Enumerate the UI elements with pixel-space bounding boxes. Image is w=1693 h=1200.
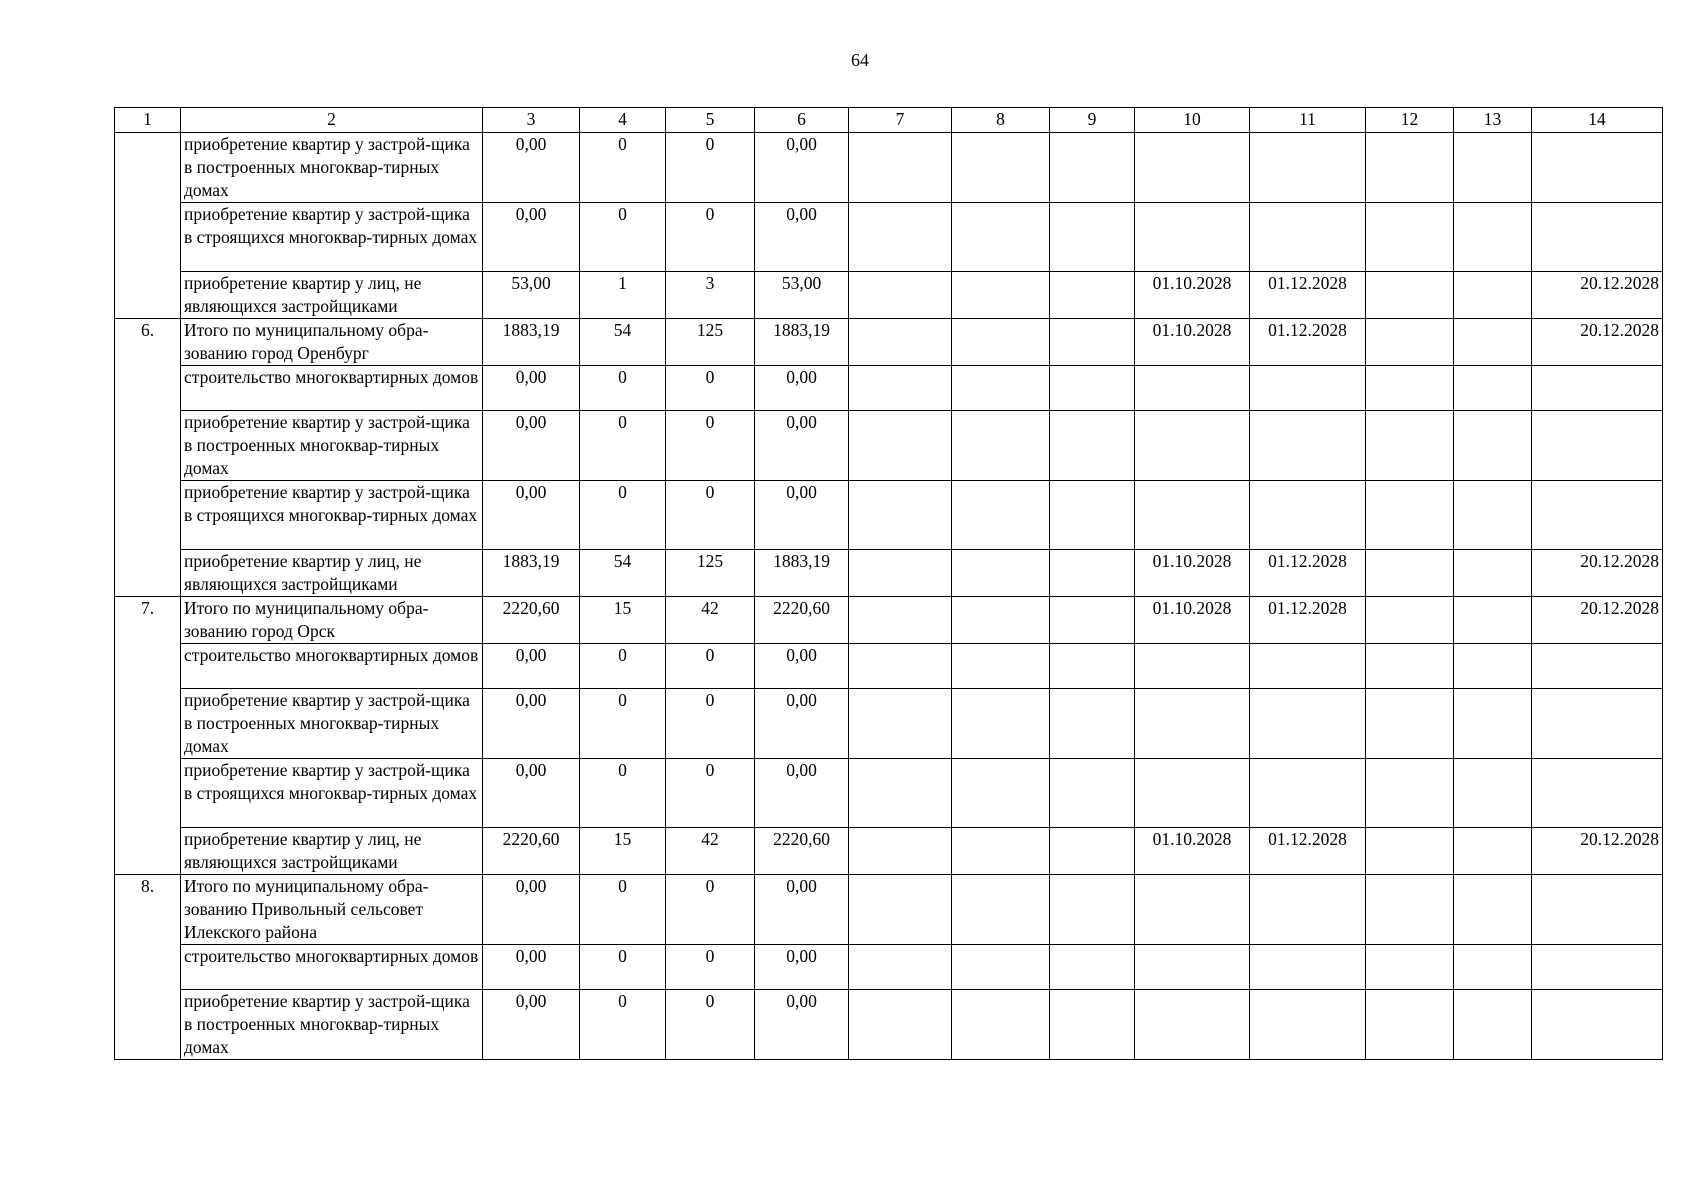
table-row [115, 990, 1663, 1060]
cell-empty [1454, 272, 1532, 319]
cell-empty [952, 990, 1050, 1060]
cell-value: 2220,60 [483, 828, 580, 875]
column-header: 7 [849, 108, 952, 133]
cell-value: 0,00 [483, 411, 580, 481]
row-number: 6. [115, 319, 181, 597]
cell-empty [1454, 689, 1532, 759]
cell-value: 0,00 [755, 689, 849, 759]
cell-value: 0,00 [755, 945, 849, 990]
cell-date: 01.10.2028 [1135, 597, 1250, 644]
cell-empty [1366, 828, 1454, 875]
cell-date: 01.12.2028 [1250, 319, 1366, 366]
cell-value: 3 [666, 272, 755, 319]
cell-empty [1366, 644, 1454, 689]
cell-empty [1366, 759, 1454, 828]
cell-empty [849, 875, 952, 945]
page-number: 64 [851, 50, 869, 70]
cell-empty [849, 319, 952, 366]
table-row [115, 828, 1663, 875]
cell-date: 20.12.2028 [1532, 319, 1663, 366]
cell-value: 54 [580, 550, 666, 597]
column-header: 14 [1532, 108, 1663, 133]
cell-empty [952, 550, 1050, 597]
column-header: 10 [1135, 108, 1250, 133]
cell-empty [849, 203, 952, 272]
table-row [115, 133, 1663, 203]
cell-value: 1883,19 [755, 319, 849, 366]
cell-value: 0,00 [755, 411, 849, 481]
cell-value: 0 [580, 990, 666, 1060]
cell-value: 42 [666, 828, 755, 875]
column-header: 9 [1050, 108, 1135, 133]
cell-value: 0 [580, 689, 666, 759]
cell-date: 20.12.2028 [1532, 828, 1663, 875]
cell-date [1532, 366, 1663, 411]
cell-date [1532, 689, 1663, 759]
cell-empty [849, 644, 952, 689]
cell-value: 0,00 [483, 990, 580, 1060]
column-header: 11 [1250, 108, 1366, 133]
cell-value: 0,00 [483, 759, 580, 828]
cell-date: 20.12.2028 [1532, 272, 1663, 319]
item-name: Итого по муниципальному обра-зованию город Оренбург [181, 319, 483, 366]
cell-empty [849, 689, 952, 759]
cell-value: 0 [666, 689, 755, 759]
cell-value: 0 [580, 945, 666, 990]
cell-empty [1050, 990, 1135, 1060]
cell-value: 0,00 [483, 481, 580, 550]
cell-empty [1454, 597, 1532, 644]
item-name: приобретение квартир у лиц, не являющихся застройщиками [181, 828, 483, 875]
cell-empty [849, 366, 952, 411]
cell-empty [1050, 689, 1135, 759]
cell-empty [952, 272, 1050, 319]
cell-date: 01.10.2028 [1135, 272, 1250, 319]
cell-value: 1883,19 [483, 550, 580, 597]
cell-empty [952, 597, 1050, 644]
cell-value: 0 [580, 759, 666, 828]
item-name: Итого по муниципальному обра-зованию Привольный сельсовет Илекского района [181, 875, 483, 945]
cell-empty [1366, 319, 1454, 366]
cell-value: 0 [666, 133, 755, 203]
cell-value: 0 [580, 875, 666, 945]
cell-empty [1366, 203, 1454, 272]
table-body [115, 133, 1663, 1060]
cell-value: 0 [666, 875, 755, 945]
cell-value: 1 [580, 272, 666, 319]
cell-empty [1454, 366, 1532, 411]
cell-date [1250, 945, 1366, 990]
cell-date [1135, 689, 1250, 759]
table-row [115, 272, 1663, 319]
column-header: 6 [755, 108, 849, 133]
cell-date [1250, 644, 1366, 689]
cell-value: 125 [666, 550, 755, 597]
cell-date: 20.12.2028 [1532, 597, 1663, 644]
cell-date [1135, 759, 1250, 828]
item-name: приобретение квартир у застрой-щика в строящихся многоквар-тирных домах [181, 481, 483, 550]
cell-value: 54 [580, 319, 666, 366]
table-row [115, 644, 1663, 689]
column-header: 13 [1454, 108, 1532, 133]
cell-empty [952, 411, 1050, 481]
table-row [115, 550, 1663, 597]
cell-empty [1050, 597, 1135, 644]
cell-value: 0 [666, 366, 755, 411]
cell-date [1135, 133, 1250, 203]
cell-value: 0,00 [755, 133, 849, 203]
cell-value: 0,00 [483, 133, 580, 203]
column-header: 4 [580, 108, 666, 133]
cell-empty [1050, 759, 1135, 828]
table-row [115, 481, 1663, 550]
cell-value: 0,00 [483, 689, 580, 759]
cell-date: 01.12.2028 [1250, 597, 1366, 644]
cell-value: 0,00 [755, 759, 849, 828]
cell-value: 53,00 [483, 272, 580, 319]
cell-empty [1050, 203, 1135, 272]
cell-value: 0,00 [483, 203, 580, 272]
cell-value: 0 [580, 203, 666, 272]
cell-value: 15 [580, 828, 666, 875]
cell-empty [952, 875, 1050, 945]
cell-empty [1454, 990, 1532, 1060]
cell-value: 42 [666, 597, 755, 644]
item-name: приобретение квартир у застрой-щика в строящихся многоквар-тирных домах [181, 203, 483, 272]
cell-value: 0 [580, 481, 666, 550]
cell-value: 125 [666, 319, 755, 366]
cell-date [1250, 366, 1366, 411]
cell-date [1532, 990, 1663, 1060]
cell-empty [1454, 481, 1532, 550]
table-row [115, 203, 1663, 272]
item-name: строительство многоквартирных домов [181, 366, 483, 411]
cell-empty [1366, 481, 1454, 550]
cell-value: 1883,19 [755, 550, 849, 597]
cell-empty [1366, 990, 1454, 1060]
item-name: приобретение квартир у лиц, не являющихся застройщиками [181, 550, 483, 597]
column-header: 12 [1366, 108, 1454, 133]
program-table [114, 107, 1663, 1060]
item-name: Итого по муниципальному обра-зованию город Орск [181, 597, 483, 644]
cell-empty [1454, 411, 1532, 481]
cell-empty [1050, 550, 1135, 597]
cell-date [1135, 945, 1250, 990]
table-row [115, 689, 1663, 759]
column-header: 5 [666, 108, 755, 133]
cell-date [1135, 481, 1250, 550]
cell-empty [1454, 203, 1532, 272]
cell-empty [952, 366, 1050, 411]
cell-value: 1883,19 [483, 319, 580, 366]
cell-empty [849, 759, 952, 828]
cell-empty [1454, 945, 1532, 990]
cell-value: 0 [666, 203, 755, 272]
cell-value: 0,00 [755, 644, 849, 689]
cell-date: 01.10.2028 [1135, 550, 1250, 597]
cell-date: 01.12.2028 [1250, 272, 1366, 319]
cell-value: 0 [580, 133, 666, 203]
cell-date: 01.10.2028 [1135, 319, 1250, 366]
item-name: приобретение квартир у застрой-щика в построенных многоквар-тирных домах [181, 990, 483, 1060]
cell-value: 0,00 [483, 366, 580, 411]
cell-empty [1050, 945, 1135, 990]
cell-empty [849, 990, 952, 1060]
cell-value: 0 [580, 366, 666, 411]
cell-date: 01.12.2028 [1250, 550, 1366, 597]
cell-date [1532, 759, 1663, 828]
cell-value: 0,00 [755, 875, 849, 945]
item-name: строительство многоквартирных домов [181, 945, 483, 990]
cell-date [1250, 990, 1366, 1060]
cell-empty [1366, 875, 1454, 945]
cell-date [1135, 203, 1250, 272]
cell-empty [952, 203, 1050, 272]
item-name: приобретение квартир у лиц, не являющихся застройщиками [181, 272, 483, 319]
cell-value: 0 [580, 644, 666, 689]
cell-empty [1366, 945, 1454, 990]
cell-date [1250, 759, 1366, 828]
cell-date [1135, 411, 1250, 481]
cell-empty [849, 133, 952, 203]
cell-date [1532, 203, 1663, 272]
header-row [115, 108, 1663, 133]
cell-date: 20.12.2028 [1532, 550, 1663, 597]
cell-date [1250, 203, 1366, 272]
cell-value: 0 [666, 481, 755, 550]
cell-empty [849, 411, 952, 481]
row-number: 7. [115, 597, 181, 875]
cell-value: 0,00 [755, 481, 849, 550]
table-row [115, 319, 1663, 366]
cell-empty [1366, 689, 1454, 759]
item-name: строительство многоквартирных домов [181, 644, 483, 689]
table-row [115, 366, 1663, 411]
cell-value: 2220,60 [755, 828, 849, 875]
cell-value: 0,00 [483, 644, 580, 689]
cell-empty [1050, 272, 1135, 319]
cell-value: 0 [666, 990, 755, 1060]
cell-date [1250, 689, 1366, 759]
item-name: приобретение квартир у застрой-щика в строящихся многоквар-тирных домах [181, 759, 483, 828]
cell-empty [952, 133, 1050, 203]
cell-empty [1454, 875, 1532, 945]
cell-date [1135, 990, 1250, 1060]
cell-value: 2220,60 [755, 597, 849, 644]
cell-empty [1454, 319, 1532, 366]
cell-date [1532, 481, 1663, 550]
cell-empty [1366, 133, 1454, 203]
cell-value: 53,00 [755, 272, 849, 319]
cell-date [1532, 133, 1663, 203]
cell-value: 0 [580, 411, 666, 481]
cell-date: 01.10.2028 [1135, 828, 1250, 875]
cell-empty [1050, 366, 1135, 411]
cell-date [1135, 366, 1250, 411]
row-number [115, 133, 181, 319]
cell-empty [1454, 550, 1532, 597]
column-header: 1 [115, 108, 181, 133]
cell-value: 15 [580, 597, 666, 644]
cell-empty [1366, 411, 1454, 481]
table-row [115, 875, 1663, 945]
cell-empty [1050, 481, 1135, 550]
cell-date [1135, 875, 1250, 945]
cell-empty [849, 550, 952, 597]
cell-value: 0,00 [483, 945, 580, 990]
cell-value: 0 [666, 411, 755, 481]
cell-empty [952, 945, 1050, 990]
table-row [115, 411, 1663, 481]
cell-empty [849, 828, 952, 875]
cell-empty [952, 481, 1050, 550]
cell-empty [1366, 550, 1454, 597]
table-row [115, 597, 1663, 644]
cell-empty [952, 759, 1050, 828]
cell-empty [849, 481, 952, 550]
cell-date [1532, 411, 1663, 481]
cell-empty [849, 272, 952, 319]
cell-empty [952, 644, 1050, 689]
cell-empty [952, 689, 1050, 759]
cell-date [1532, 875, 1663, 945]
cell-value: 0 [666, 644, 755, 689]
cell-value: 0,00 [755, 990, 849, 1060]
cell-date [1532, 945, 1663, 990]
cell-value: 0,00 [755, 366, 849, 411]
cell-empty [1366, 597, 1454, 644]
cell-value: 0,00 [755, 203, 849, 272]
cell-empty [1366, 366, 1454, 411]
column-header: 2 [181, 108, 483, 133]
row-number: 8. [115, 875, 181, 1060]
cell-empty [1050, 133, 1135, 203]
cell-empty [1050, 875, 1135, 945]
cell-empty [1454, 759, 1532, 828]
item-name: приобретение квартир у застрой-щика в построенных многоквар-тирных домах [181, 411, 483, 481]
cell-empty [952, 319, 1050, 366]
table-row [115, 945, 1663, 990]
cell-empty [1050, 411, 1135, 481]
cell-date [1250, 411, 1366, 481]
item-name: приобретение квартир у застрой-щика в построенных многоквар-тирных домах [181, 689, 483, 759]
cell-value: 0 [666, 945, 755, 990]
cell-empty [849, 597, 952, 644]
cell-date [1250, 133, 1366, 203]
table-row [115, 759, 1663, 828]
cell-empty [1366, 272, 1454, 319]
cell-date: 01.12.2028 [1250, 828, 1366, 875]
item-name: приобретение квартир у застрой-щика в построенных многоквар-тирных домах [181, 133, 483, 203]
cell-date [1532, 644, 1663, 689]
cell-date [1250, 481, 1366, 550]
cell-empty [1454, 828, 1532, 875]
cell-empty [1050, 319, 1135, 366]
cell-date [1250, 875, 1366, 945]
cell-empty [849, 945, 952, 990]
cell-empty [1454, 644, 1532, 689]
cell-date [1135, 644, 1250, 689]
cell-empty [1454, 133, 1532, 203]
column-header: 8 [952, 108, 1050, 133]
column-header: 3 [483, 108, 580, 133]
cell-empty [952, 828, 1050, 875]
cell-empty [1050, 644, 1135, 689]
cell-value: 0 [666, 759, 755, 828]
cell-value: 0,00 [483, 875, 580, 945]
cell-empty [1050, 828, 1135, 875]
cell-value: 2220,60 [483, 597, 580, 644]
